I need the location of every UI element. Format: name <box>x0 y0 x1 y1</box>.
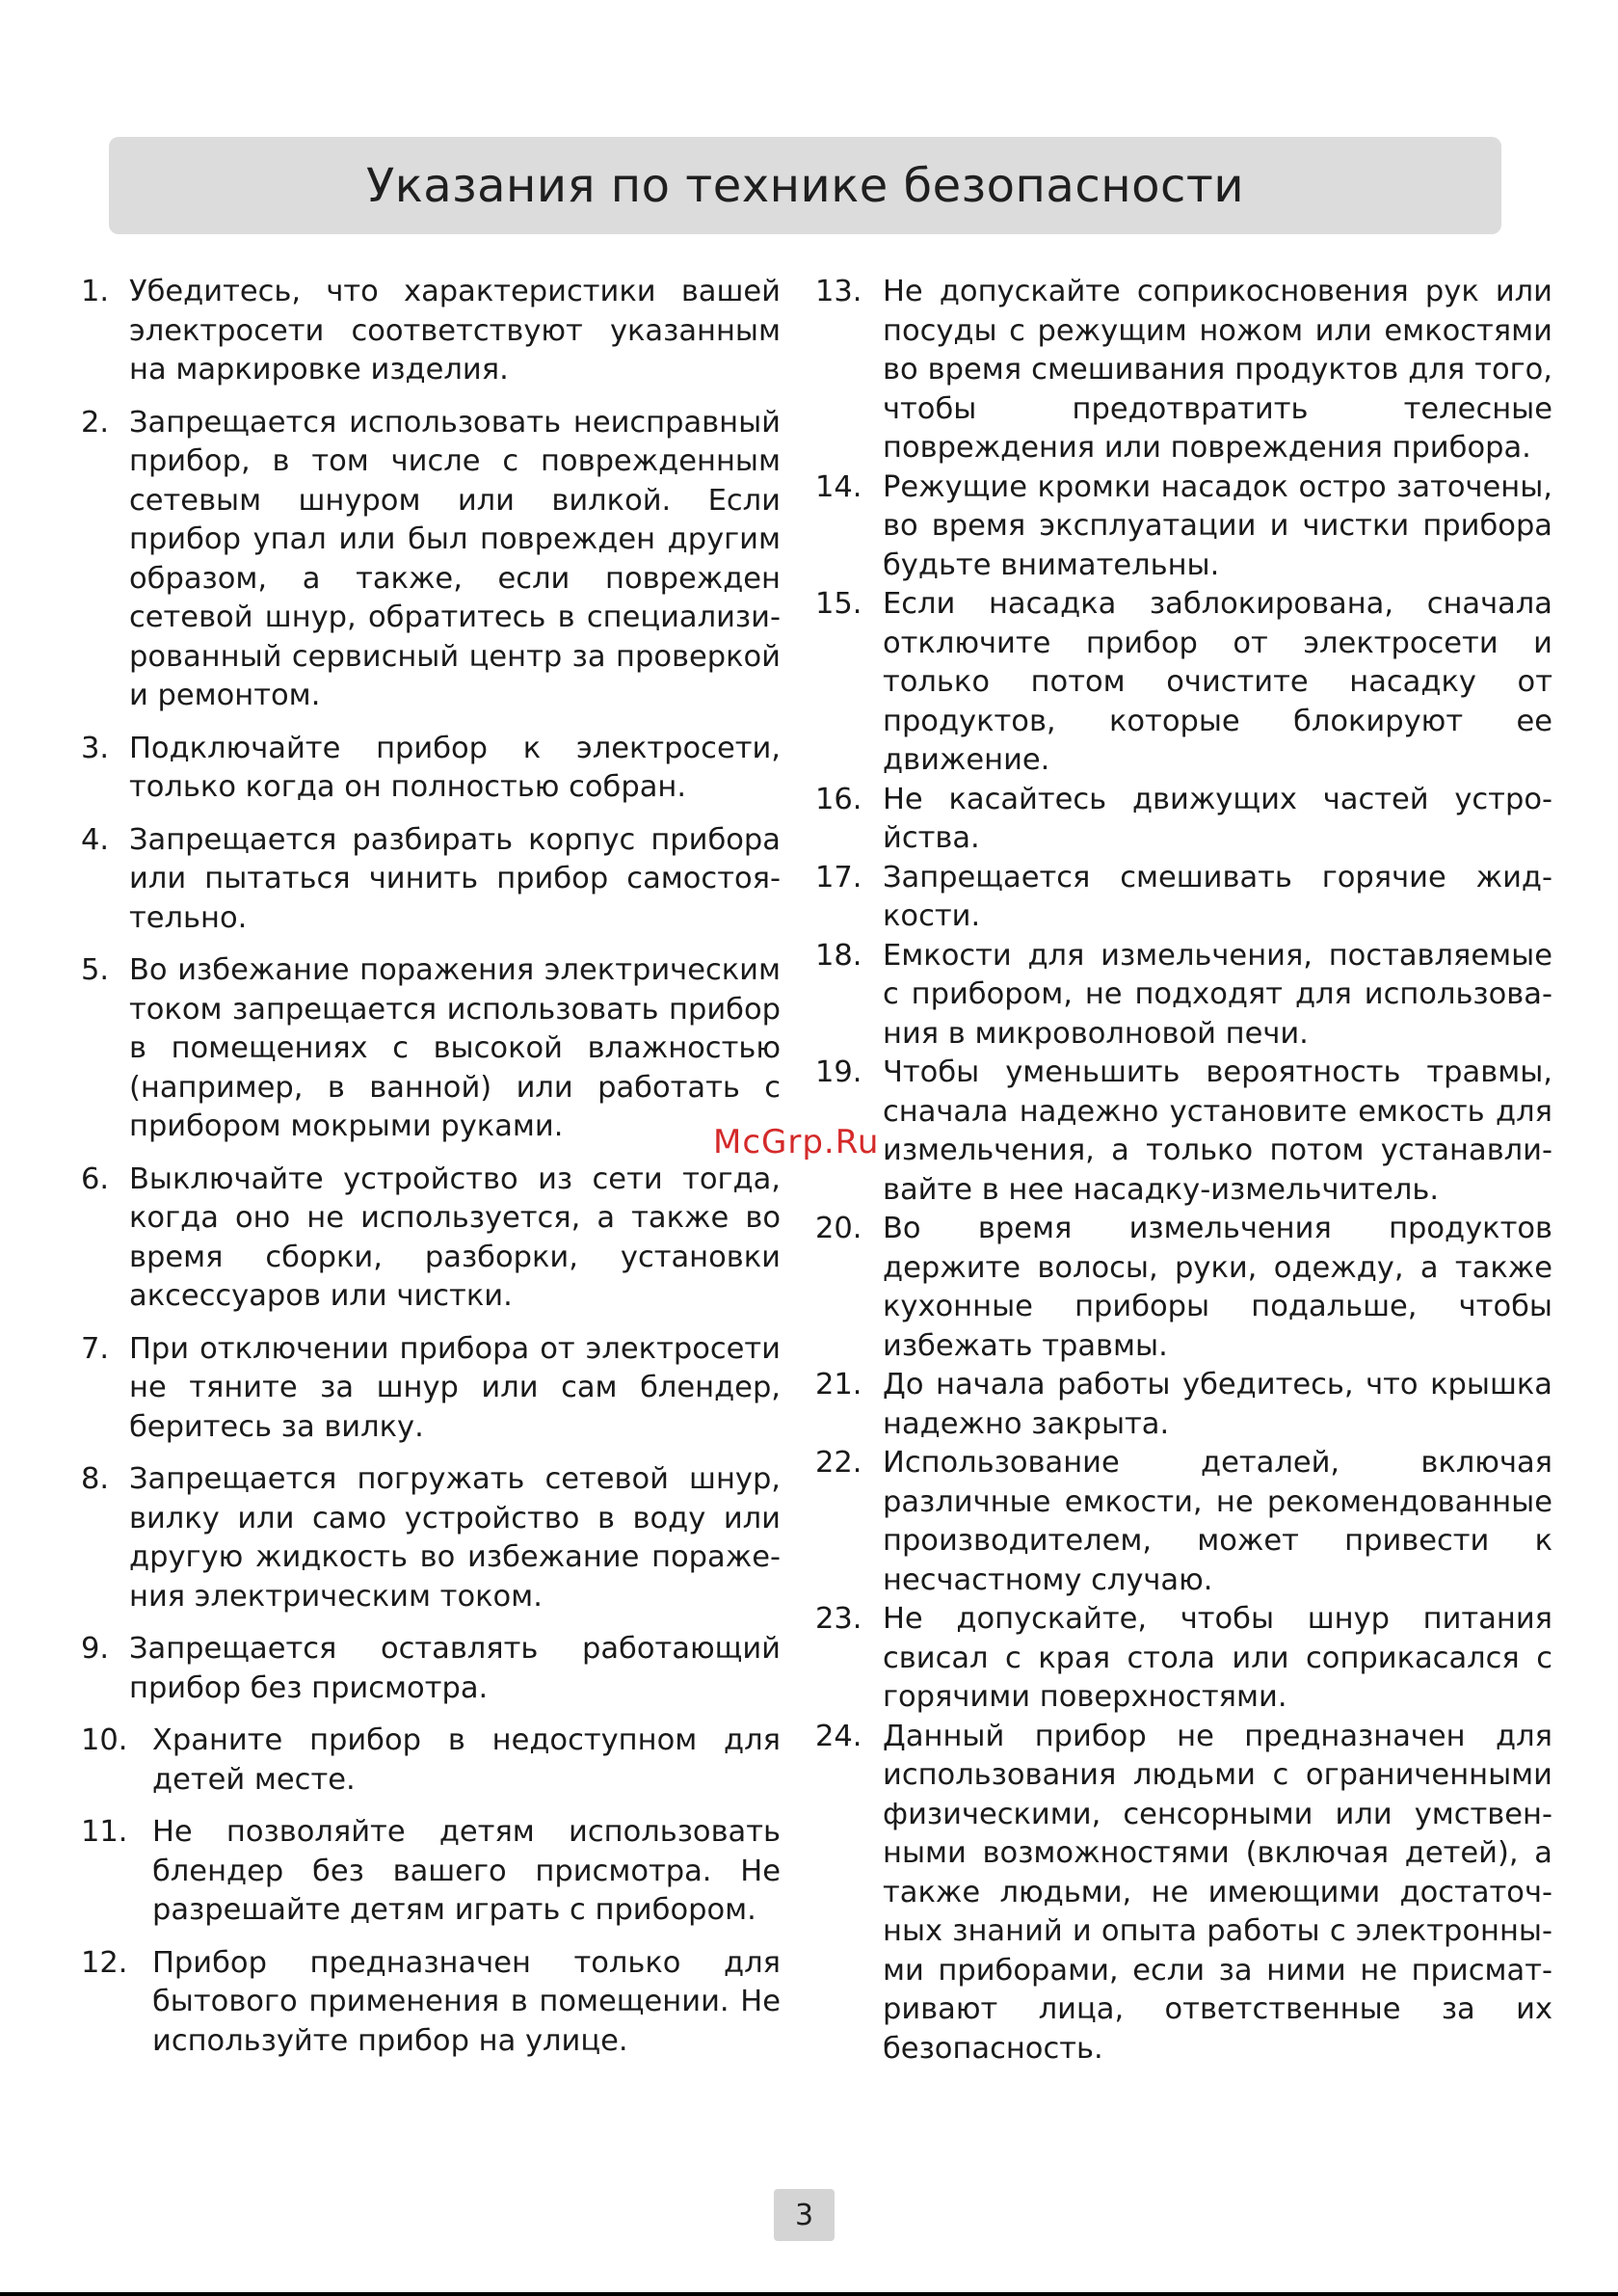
item-number: 3. <box>81 731 110 765</box>
list-item <box>81 730 781 808</box>
item-number: 22. <box>815 1446 862 1480</box>
item-number: 5. <box>81 953 110 987</box>
item-number: 9. <box>81 1632 110 1666</box>
list-item <box>81 951 781 1147</box>
list-item <box>815 1600 1552 1718</box>
list-item <box>81 1813 781 1931</box>
item-text: Не позволяйте детям использовать блендер без вашего присмотра. Не разрешайте детям играть с прибором. <box>152 1815 781 1927</box>
item-number: 11. <box>81 1815 128 1849</box>
page-number: 3 <box>774 2189 835 2241</box>
item-number: 4. <box>81 822 110 857</box>
item-text: Не допускайте соприкосновения рук или посуды с режущим ножом или емкостями во время смешивания продуктов для того, чтобы предотвратить телесные повреждения или повреждения прибора. <box>883 275 1552 465</box>
item-text: Во избежание поражения электрическим током запрещается использовать прибор в помещениях с высокой влажностью (например, в ванной) или работать с прибором мокрыми руками. <box>129 953 781 1143</box>
item-number: 18. <box>815 938 862 973</box>
item-text: Выключайте устройство из сети тогда, когда оно не используется, а также во время сборки, разборки, установки аксессуаров или чистки. <box>129 1161 781 1313</box>
item-text: Храните прибор в недоступном для детей месте. <box>152 1723 781 1797</box>
item-number: 8. <box>81 1462 110 1496</box>
list-item <box>81 404 781 716</box>
item-number: 7. <box>81 1331 110 1366</box>
item-number: 19. <box>815 1055 862 1089</box>
item-text: Не касайтесь движущих частей устройства. <box>883 782 1552 855</box>
item-text: Подключайте прибор к электросети, только когда он полностью собран. <box>129 731 781 804</box>
item-number: 6. <box>81 1161 110 1196</box>
item-number: 17. <box>815 860 862 894</box>
item-number: 10. <box>81 1723 128 1757</box>
list-item <box>815 273 1552 468</box>
watermark: McGrp.Ru <box>713 1123 880 1161</box>
item-text: Чтобы уменьшить вероятность травмы, сначала надежно установите емкость для измельчения, а только потом устанавливайте в нее насадку-измельчитель. <box>883 1055 1552 1207</box>
item-text: Запрещается разбирать корпус прибора или пытаться чинить прибор самостоятельно. <box>129 822 781 935</box>
list-item <box>81 1722 781 1800</box>
list-item <box>815 585 1552 781</box>
item-number: 15. <box>815 587 862 621</box>
list-item <box>815 1366 1552 1444</box>
list-item <box>81 1330 781 1448</box>
list-item <box>81 1161 781 1317</box>
list-item <box>815 1054 1552 1210</box>
list-item <box>81 821 781 939</box>
item-text: Если насадка заблокирована, сначала отключите прибор от электросети и только потом очистите насадку от продуктов, которые блокируют ее движение. <box>883 587 1552 777</box>
list-item <box>815 781 1552 859</box>
item-text: Запрещается оставлять работающий прибор без присмотра. <box>129 1632 781 1705</box>
list-item <box>815 1718 1552 2069</box>
item-text: Запрещается использовать неисправный прибор, в том числе с поврежденным сетевым шнуром или вилкой. Если прибор упал или был поврежден другим образом, а также, если поврежден сетевой шнур, обратитесь в специализированный сервисный центр за проверкой и ремонтом. <box>129 405 781 712</box>
item-text: Режущие кромки насадок остро заточены, во время эксплуатации и чистки прибора будьте внимательны. <box>883 469 1552 582</box>
list-item <box>815 859 1552 937</box>
list-item <box>81 273 781 390</box>
page-title: Указания по технике безопасности <box>365 158 1245 213</box>
safety-list-right <box>815 273 1552 2069</box>
item-number: 21. <box>815 1368 862 1402</box>
safety-list-left <box>81 273 781 2074</box>
item-number: 1. <box>81 275 110 308</box>
title-bar <box>109 137 1501 234</box>
item-number: 14. <box>815 469 862 504</box>
item-text: При отключении прибора от электросети не тяните за шнур или сам блендер, беритесь за вилку. <box>129 1331 781 1444</box>
list-item <box>815 1210 1552 1366</box>
item-text: Данный прибор не предназначен для использования людьми с ограниченными физическими, сенсорными или умственными возможностями (включая детей), а также людьми, не имеющими достаточных знаний и опыта работы с электронными приборами, если за ними не присматривают лица, ответственные за их безопасность. <box>883 1719 1552 2066</box>
item-number: 2. <box>81 405 110 440</box>
item-text: Прибор предназначен только для бытового применения в помещении. Не используйте прибор на улице. <box>152 1945 781 2058</box>
item-number: 12. <box>81 1945 128 1980</box>
bottom-divider <box>0 2292 1618 2296</box>
item-number: 24. <box>815 1719 862 1753</box>
item-text: Использование деталей, включая различные емкости, не рекомендованные производителем, может привести к несчастному случаю. <box>883 1446 1552 1597</box>
item-text: Во время измельчения продуктов держите волосы, руки, одежду, а также кухонные приборы подальше, чтобы избежать травмы. <box>883 1212 1552 1363</box>
item-text: Запрещается смешивать горячие жидкости. <box>883 860 1552 933</box>
item-text: Емкости для измельчения, поставляемые с прибором, не подходят для использования в микроволновой печи. <box>883 938 1552 1051</box>
item-number: 23. <box>815 1602 862 1636</box>
list-item <box>81 1944 781 2062</box>
item-text: Запрещается погружать сетевой шнур, вилку или само устройство в воду или другую жидкость во избежание поражения электрическим током. <box>129 1462 781 1614</box>
list-item <box>815 468 1552 586</box>
list-item <box>815 937 1552 1055</box>
item-number: 16. <box>815 782 862 816</box>
item-number: 20. <box>815 1212 862 1245</box>
item-text: Убедитесь, что характеристики вашей электросети соответствуют указанным на маркировке изделия. <box>129 275 781 387</box>
list-item <box>815 1444 1552 1600</box>
item-number: 13. <box>815 275 862 308</box>
list-item <box>81 1630 781 1708</box>
item-text: До начала работы убедитесь, что крышка надежно закрыта. <box>883 1368 1552 1441</box>
item-text: Не допускайте, чтобы шнур питания свисал с края стола или соприкасался с горячими поверхностями. <box>883 1602 1552 1714</box>
list-item <box>81 1460 781 1616</box>
